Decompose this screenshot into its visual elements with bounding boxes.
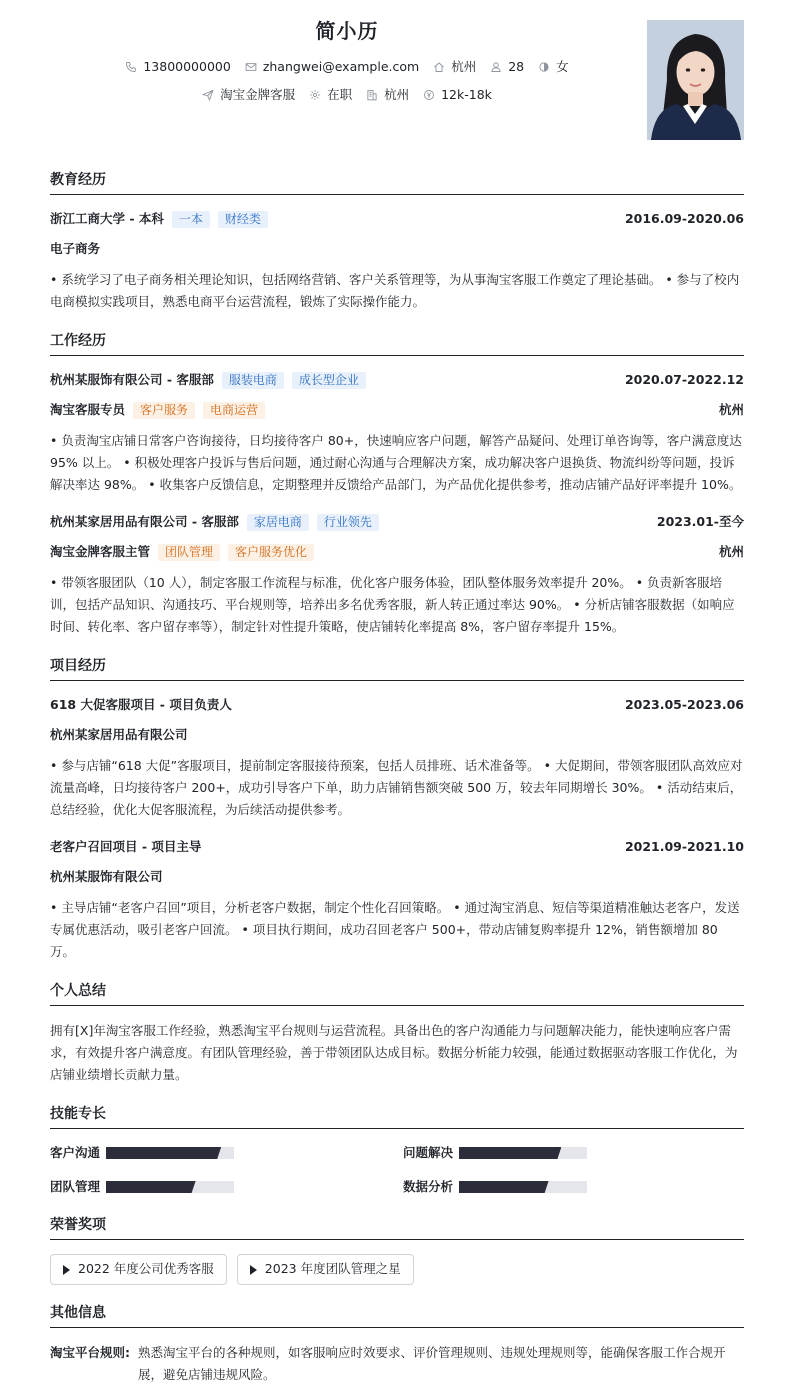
section-title: 个人总结	[50, 981, 744, 1006]
skill-item	[403, 1143, 744, 1163]
role-name: 淘宝客服专员	[50, 401, 126, 417]
tag: 客户服务优化	[228, 544, 314, 561]
phone-info	[125, 58, 230, 77]
project-section	[50, 656, 744, 963]
other-label: 淘宝平台规则:	[50, 1345, 130, 1360]
profile-photo	[647, 20, 744, 140]
tag: 财经类	[218, 211, 268, 228]
awards-section	[50, 1215, 744, 1285]
tag: 电商运营	[203, 402, 265, 419]
age-text: 28	[508, 59, 525, 74]
city-text: 杭州	[451, 59, 477, 74]
city-info	[433, 58, 476, 77]
section-title: 荣誉奖项	[50, 1215, 744, 1240]
award-item[interactable]	[50, 1254, 227, 1285]
user-icon	[490, 61, 502, 73]
building-icon	[366, 89, 378, 101]
skill-name: 数据分析	[403, 1178, 454, 1194]
award-item[interactable]	[237, 1254, 414, 1285]
summary-section	[50, 981, 744, 1086]
description: • 主导店铺“老客户召回”项目，分析老客户数据，制定个性化召回策略。 • 通过淘宝消息、短信等渠道精准触达老客户，发送专属优惠活动，吸引老客户回流。 • 项目执行期间，成功召回老客户 500+，带动店铺复购率提升 12%，销售额增加 80 万。	[50, 900, 740, 959]
tag: 一本	[172, 211, 210, 228]
skill-name: 团队管理	[50, 1178, 101, 1194]
home-icon	[433, 61, 445, 73]
skill-bar	[106, 1147, 234, 1159]
project-org: 杭州某家居用品有限公司	[50, 726, 188, 742]
date: 2020.07-2022.12	[624, 371, 744, 387]
date: 2023.01-至今	[656, 513, 744, 529]
education-item	[50, 209, 744, 313]
description: • 带领客服团队（10 人），制定客服工作流程与标准，优化客户服务体验，团队整体服务效率提升 20%。 • 负责新客服培训，包括产品知识、沟通技巧、平台规则等，培养出多名优秀客服，新人转正通过率达 90%。 • 分析店铺客服数据（如响应时间、转化率、客户留存率等），制定针对性提升策略，使店铺转化率提高 8%，客户留存率提升 15%。	[50, 575, 735, 634]
play-icon	[63, 1265, 70, 1275]
tag: 家居电商	[247, 514, 309, 531]
company-name: 杭州某服饰有限公司 - 客服部	[50, 371, 214, 387]
location: 杭州	[718, 543, 744, 559]
date: 2023.05-2023.06	[624, 696, 744, 712]
gender-info	[538, 58, 569, 77]
position-text: 淘宝金牌客服	[220, 87, 296, 102]
other-text: 熟悉淘宝平台的各种规则，如客服响应时效要求、评价管理规则、违规处理规则等，能确保客服工作合规开展，避免店铺违规风险。	[138, 1345, 726, 1382]
project-item	[50, 837, 744, 963]
skill-bar-fill	[459, 1147, 561, 1159]
award-text: 2022 年度公司优秀客服	[78, 1261, 214, 1277]
section-title: 技能专长	[50, 1104, 744, 1129]
project-name: 老客户召回项目 - 项目主导	[50, 838, 202, 854]
education-section	[50, 170, 744, 313]
gender-text: 女	[556, 59, 569, 74]
skill-bar	[459, 1181, 587, 1193]
summary-text: 拥有[X]年淘宝客服工作经验，熟悉淘宝平台规则与运营流程。具备出色的客户沟通能力与问题解决能力，能快速响应客户需求，有效提升客户满意度。有团队管理经验，善于带领团队达成目标。数据分析能力较强，能通过数据驱动客服工作优化，为店铺业绩增长贡献力量。	[50, 1023, 738, 1082]
location: 杭州	[718, 401, 744, 417]
skills-section	[50, 1104, 744, 1197]
salary-info	[423, 86, 492, 105]
tag: 团队管理	[158, 544, 220, 561]
send-icon	[202, 89, 214, 101]
target-city-text: 杭州	[384, 87, 410, 102]
mail-icon	[245, 61, 257, 73]
target-city-info	[366, 86, 409, 105]
skill-item	[403, 1177, 744, 1197]
description: • 参与店铺“618 大促”客服项目，提前制定客服接待预案，包括人员排班、话术准备等。 • 大促期间，带领客服团队高效应对流量高峰，日均接待客户 200+，成功引导客户下单，助力店铺销售额突破 500 万，较去年同期增长 30%。 • 活动结束后，总结经验，优化大促客服流程，为后续活动提供参考。	[50, 758, 743, 817]
date: 2016.09-2020.06	[624, 210, 744, 226]
skills-grid	[50, 1143, 744, 1197]
gender-icon	[538, 61, 550, 73]
salary-text: 12k-18k	[441, 87, 492, 102]
other-section	[50, 1303, 744, 1386]
tag: 服装电商	[222, 372, 284, 389]
tag: 成长型企业	[292, 372, 366, 389]
status-info	[309, 86, 352, 105]
play-icon	[250, 1265, 257, 1275]
section-title: 工作经历	[50, 331, 744, 356]
skill-bar-fill	[459, 1181, 549, 1193]
project-org: 杭州某服饰有限公司	[50, 868, 163, 884]
job-intent-row	[50, 86, 644, 105]
work-section	[50, 331, 744, 638]
description: • 系统学习了电子商务相关理论知识，包括网络营销、客户关系管理等，为从事淘宝客服工作奠定了理论基础。 • 参与了校内电商模拟实践项目，熟悉电商平台运营流程，锻炼了实际操作能力。	[50, 272, 740, 309]
candidate-name: 简小历	[315, 19, 379, 43]
skill-item	[50, 1143, 403, 1163]
gear-icon	[309, 89, 321, 101]
position-info	[202, 86, 295, 105]
company-name: 杭州某家居用品有限公司 - 客服部	[50, 513, 239, 529]
age-info	[490, 58, 524, 77]
role-name: 淘宝金牌客服主管	[50, 543, 151, 559]
date: 2021.09-2021.10	[624, 838, 744, 854]
skill-item	[50, 1177, 403, 1197]
email-text: zhangwei@example.com	[262, 59, 420, 74]
contact-row	[50, 58, 644, 77]
school-name: 浙江工商大学 - 本科	[50, 210, 164, 226]
skill-name: 客户沟通	[50, 1144, 101, 1160]
skill-bar	[459, 1147, 587, 1159]
description: • 负责淘宝店铺日常客户咨询接待，日均接待客户 80+，快速响应客户问题，解答产品疑问、处理订单咨询等，客户满意度达 95% 以上。 • 积极处理客户投诉与售后问题，通过耐心沟通与合理解决方案，成功解决客户退换货、物流纠纷等问题，投诉解决率达 98%。 • 收集客户反馈信息，定期整理并反馈给产品部门，为产品优化提供参考，推动店铺产品好评率提升 10%。	[50, 433, 742, 492]
project-name: 618 大促客服项目 - 项目负责人	[50, 696, 232, 712]
project-item	[50, 695, 744, 821]
work-item	[50, 512, 744, 638]
money-icon	[423, 89, 435, 101]
tag: 客户服务	[133, 402, 195, 419]
section-title: 教育经历	[50, 170, 744, 195]
status-text: 在职	[327, 87, 353, 102]
tag: 行业领先	[317, 514, 379, 531]
award-text: 2023 年度团队管理之星	[264, 1261, 401, 1277]
major: 电子商务	[50, 240, 101, 256]
work-item	[50, 370, 744, 496]
section-title: 其他信息	[50, 1303, 744, 1328]
email-info	[245, 58, 419, 77]
skill-bar-fill	[106, 1181, 196, 1193]
skill-bar	[106, 1181, 234, 1193]
phone-icon	[125, 61, 137, 73]
phone-text: 13800000000	[143, 59, 231, 74]
section-title: 项目经历	[50, 656, 744, 681]
skill-bar-fill	[106, 1147, 221, 1159]
skill-name: 问题解决	[403, 1144, 454, 1160]
resume-header	[50, 0, 744, 150]
